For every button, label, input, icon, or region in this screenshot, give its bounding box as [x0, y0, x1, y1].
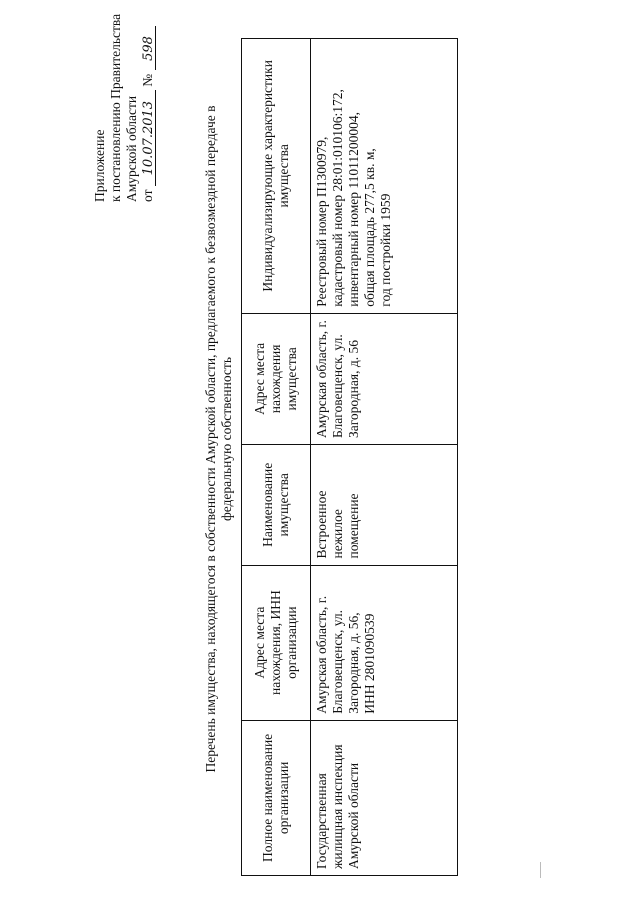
- resolution-reference: к постановлению Правительства: [108, 13, 123, 202]
- org-inn-text: ИНН 2801090539: [362, 613, 377, 714]
- cell-property-name: Встроенное нежилое помещение: [311, 445, 458, 566]
- property-table: [241, 38, 458, 876]
- document-heading: [203, 74, 235, 804]
- appendix-label: Приложение: [92, 129, 107, 202]
- number-prefix: №: [140, 73, 155, 87]
- column-header-characteristics: Индивидуализирующие характеристики имущества: [242, 39, 311, 314]
- characteristic-construction-year: год постройки 1959: [378, 193, 393, 307]
- cell-characteristics: [311, 39, 458, 314]
- column-header-org-address: Адрес места нахождения, ИНН организации: [242, 565, 311, 720]
- characteristic-cadastral-number: кадастровый номер 28:01:010106:172,: [330, 89, 345, 307]
- characteristic-registry-number: Реестровый номер П1300979,: [314, 136, 329, 307]
- characteristic-inventory-number: инвентарный номер 11011200004,: [346, 112, 361, 307]
- appendix-header: [92, 2, 156, 202]
- cell-property-address: Амурская область, г. Благовещенск, ул. Загородная, д. 56: [311, 313, 458, 444]
- column-header-org-name: Полное наименование организации: [242, 720, 311, 875]
- date-number-line: [140, 2, 156, 202]
- date-prefix: от: [140, 189, 155, 202]
- characteristic-total-area: общая площадь 277,5 кв. м,: [362, 148, 377, 307]
- cell-org-address: [311, 565, 458, 720]
- table-header-row: [242, 39, 311, 876]
- handwritten-date: 10.07.2013: [142, 90, 156, 186]
- heading-line-1: Перечень имущества, находящегося в собственности Амурской области, предлагаемого к безвозмездной передаче в: [203, 105, 218, 773]
- table-row: [311, 39, 458, 876]
- region-name: Амурской области: [124, 95, 139, 202]
- column-header-property-address: Адрес места нахождения имущества: [242, 313, 311, 444]
- org-address-text: Амурская область, г. Благовещенск, ул. Загородная, д. 56,: [314, 595, 361, 714]
- scan-margin-mark: [540, 862, 541, 878]
- handwritten-number: 598: [142, 27, 156, 71]
- cell-org-name: Государственная жилищная инспекция Амурской области: [311, 720, 458, 875]
- column-header-property-name: Наименование имущества: [242, 445, 311, 566]
- heading-line-2: федеральную собственность: [219, 357, 234, 521]
